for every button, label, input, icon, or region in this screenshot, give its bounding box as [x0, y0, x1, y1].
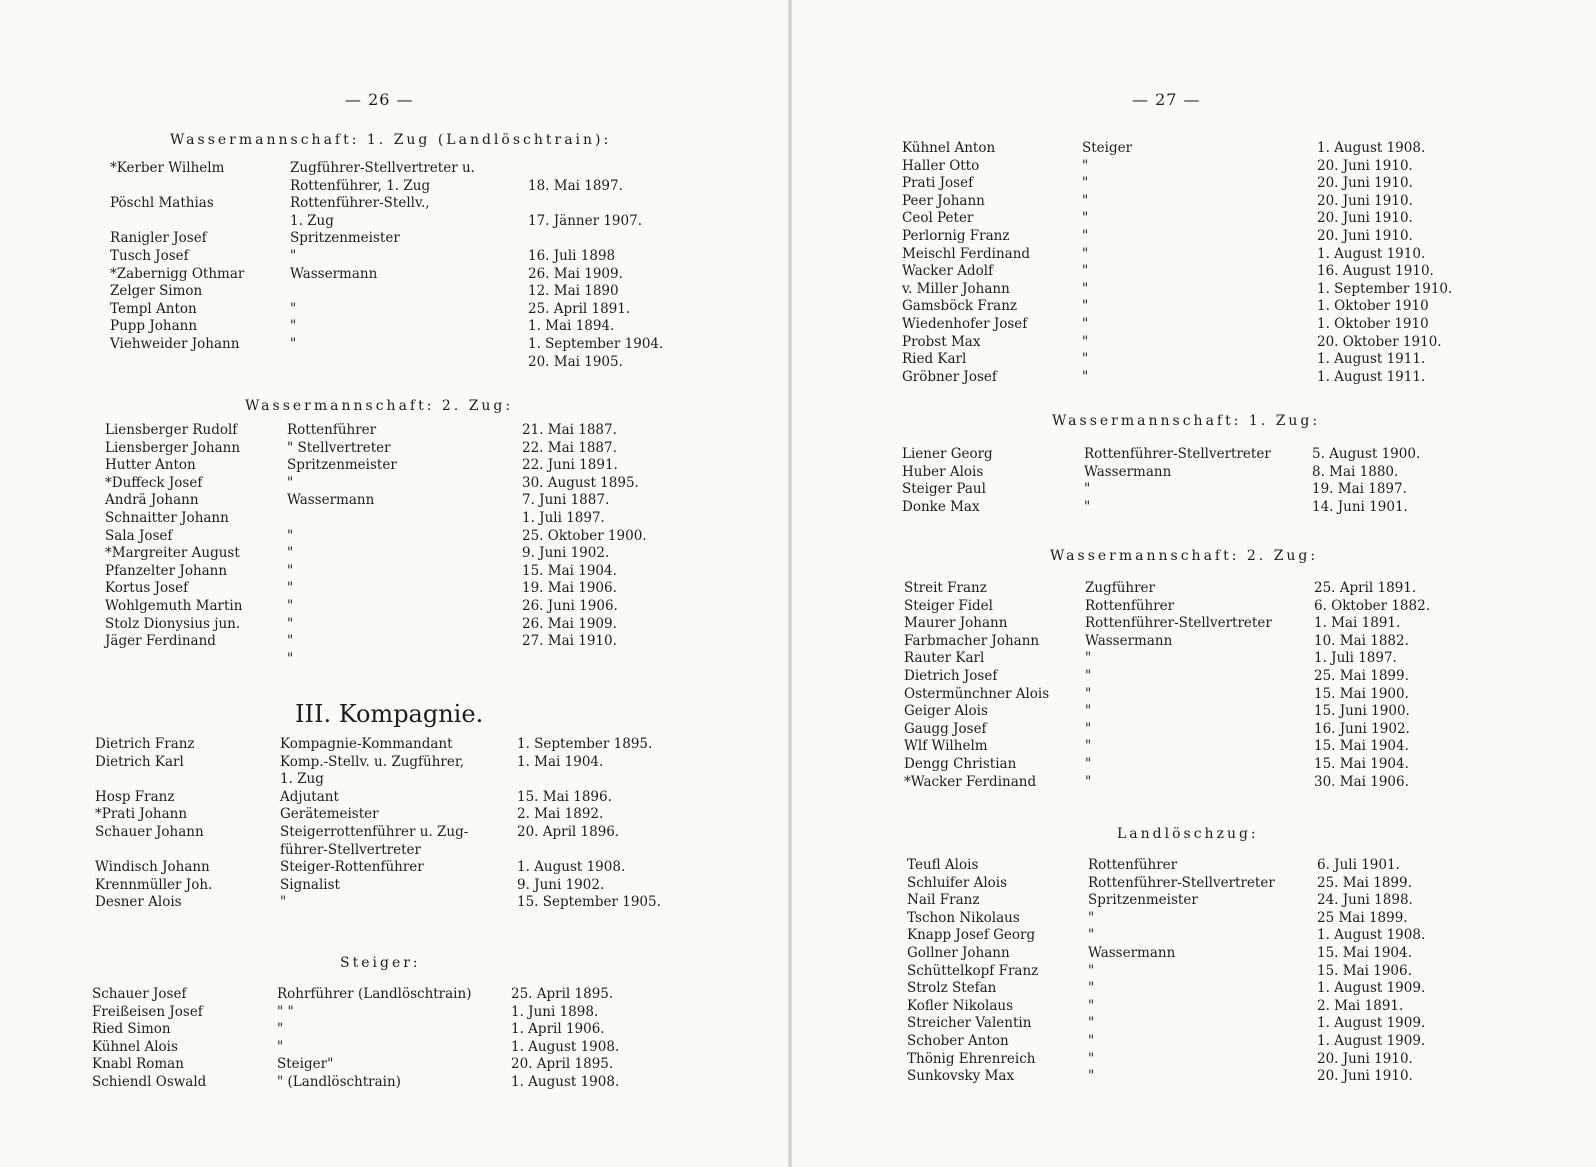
- date-column: [528, 160, 663, 371]
- entry-date: 20. Juni 1910.: [1317, 175, 1413, 192]
- entry-name: Freißeisen Josef: [92, 1003, 203, 1020]
- entry-date: 1. Mai 1904.: [517, 753, 604, 770]
- role-column: [277, 986, 471, 1092]
- entry-name: Kortus Josef: [105, 580, 189, 597]
- entry-name: [95, 771, 212, 789]
- entry-date: 27. Mai 1910.: [522, 633, 617, 650]
- entry-role: ": [287, 597, 294, 614]
- entry-date: 15. Juni 1900.: [1314, 703, 1410, 720]
- entry-name: Dietrich Franz: [95, 736, 195, 752]
- entry-role: Adjutant: [280, 788, 339, 805]
- entry-date: [517, 771, 661, 789]
- entry-date: 26. Mai 1909.: [522, 615, 617, 632]
- entry-name: Ceol Peter: [902, 210, 974, 227]
- entry-date: 20. Juni 1910.: [1317, 1068, 1413, 1085]
- entry-name: *Zabernigg Othmar: [110, 265, 245, 282]
- entry-role: ": [1082, 245, 1089, 262]
- entry-date: 1. Oktober 1910: [1317, 315, 1429, 332]
- entry-role: Rottenführer, 1. Zug: [290, 177, 431, 194]
- entry-name: Streicher Valentin: [907, 1015, 1032, 1032]
- entry-name: Hutter Anton: [105, 457, 196, 474]
- entry-date: 14. Juni 1901.: [1312, 498, 1408, 515]
- entry-role: Rottenführer: [1085, 597, 1175, 614]
- entry-name: Ostermünchner Alois: [904, 685, 1050, 702]
- entry-name: Jäger Ferdinand: [105, 633, 216, 650]
- entry-date: 15. Mai 1904.: [1314, 755, 1409, 772]
- entry-date: 21. Mai 1887.: [522, 422, 617, 438]
- entry-date: 7. Juni 1887.: [522, 492, 610, 509]
- entry-name: Kühnel Anton: [902, 140, 996, 156]
- entry-role: 1. Zug: [290, 212, 334, 229]
- entry-role: Rottenführer-Stellvertreter: [1084, 446, 1271, 462]
- entry-name: Maurer Johann: [904, 615, 1008, 632]
- entry-name: Gröbner Josef: [902, 368, 997, 385]
- entry-date: 1. August 1908.: [1317, 140, 1426, 156]
- entry-date: 20. April 1895.: [511, 1056, 614, 1073]
- entry-name: Desner Alois: [95, 894, 182, 911]
- role-column: [1085, 580, 1272, 791]
- entry-date: 15. Mai 1904.: [522, 562, 617, 579]
- entry-name: [95, 842, 212, 860]
- entry-date: 15. Mai 1906.: [1317, 962, 1412, 979]
- entry-role: Spritzenmeister: [287, 457, 397, 474]
- entry-date: 20. Juni 1910.: [1317, 192, 1413, 209]
- entry-role: Wassermann: [287, 492, 375, 509]
- entry-role: ": [1085, 773, 1092, 790]
- entry-name: Pfanzelter Johann: [105, 562, 228, 579]
- entry-date: 6. Juli 1901.: [1317, 857, 1400, 873]
- entry-date: 1. April 1906.: [511, 1021, 605, 1038]
- entry-date: 1. August 1911.: [1317, 351, 1426, 368]
- entry-name: Zelger Simon: [110, 283, 203, 300]
- entry-name: Knapp Josef Georg: [907, 927, 1036, 944]
- entry-role: ": [1088, 927, 1095, 944]
- entry-role: ": [287, 650, 294, 667]
- entry-date: 20. Mai 1905.: [528, 353, 623, 370]
- entry-name: Pöschl Mathias: [110, 195, 214, 212]
- role-column: [1082, 140, 1132, 386]
- entry-role: ": [287, 474, 294, 491]
- entry-name: Geiger Alois: [904, 703, 988, 720]
- entry-role: ": [1082, 175, 1089, 192]
- entry-role: Rohrführer (Landlöschtrain): [277, 986, 472, 1002]
- entry-date: 17. Jänner 1907.: [528, 212, 642, 229]
- entry-role: ": [280, 894, 287, 911]
- entry-role: ": [1088, 1050, 1095, 1067]
- name-column: [105, 422, 242, 651]
- entry-name: Probst Max: [902, 333, 981, 350]
- page-number: — 26 —: [345, 90, 414, 109]
- entry-date: [517, 842, 661, 860]
- entry-name: *Wacker Ferdinand: [904, 773, 1037, 790]
- name-column: [92, 986, 206, 1092]
- entry-date: 2. Mai 1891.: [1317, 997, 1404, 1014]
- date-column: [517, 736, 661, 912]
- entry-role: Rottenführer-Stellvertreter: [1085, 615, 1272, 632]
- entry-name: [110, 213, 244, 231]
- entry-date: 1. August 1908.: [1317, 927, 1426, 944]
- entry-role: Rottenführer: [287, 422, 377, 438]
- entry-date: 20. Juni 1910.: [1317, 1050, 1413, 1067]
- entry-name: Ranigler Josef: [110, 230, 207, 247]
- entry-role: ": [277, 1021, 284, 1038]
- entry-date: 1. Juni 1898.: [511, 1003, 599, 1020]
- entry-role: führer-Stellvertreter: [280, 841, 421, 858]
- name-column: [904, 580, 1049, 791]
- entry-date: 1. August 1911.: [1317, 368, 1426, 385]
- entry-role: ": [287, 633, 294, 650]
- section-heading: Wassermannschaft: 1. Zug:: [1052, 413, 1321, 429]
- entry-role: Spritzenmeister: [1088, 892, 1198, 909]
- entry-role: ": [1082, 227, 1089, 244]
- entry-role: ": [1088, 1015, 1095, 1032]
- entry-role: Zugführer: [1085, 580, 1155, 596]
- entry-name: Strolz Stefan: [907, 980, 997, 997]
- entry-role: Wassermann: [290, 265, 378, 282]
- entry-name: Thönig Ehrenreich: [907, 1050, 1036, 1067]
- entry-date: 15. Mai 1904.: [1314, 738, 1409, 755]
- entry-date: 25. Mai 1899.: [1314, 667, 1409, 684]
- entry-role: 1. Zug: [280, 771, 324, 788]
- entry-date: 25. April 1895.: [511, 986, 614, 1002]
- entry-name: *Margreiter August: [105, 545, 240, 562]
- entry-date: 6. Oktober 1882.: [1314, 597, 1430, 614]
- entry-date: 1. August 1909.: [1317, 1032, 1426, 1049]
- entry-role: ": [1085, 650, 1092, 667]
- role-column: [280, 736, 468, 912]
- entry-role: Wassermann: [1088, 944, 1176, 961]
- role-column: [287, 422, 397, 668]
- entry-name: Donke Max: [902, 498, 980, 515]
- entry-date: 1. August 1908.: [511, 1038, 620, 1055]
- entry-date: 25 Mai 1899.: [1317, 909, 1408, 926]
- section-heading: Wassermannschaft: 2. Zug:: [1050, 548, 1319, 564]
- entry-name: Windisch Johann: [95, 859, 210, 876]
- entry-role: ": [1082, 315, 1089, 332]
- entry-name: Ried Simon: [92, 1021, 171, 1038]
- role-column: [1088, 857, 1275, 1086]
- entry-role: Rottenführer-Stellv.,: [290, 195, 430, 212]
- entry-name: Huber Alois: [902, 463, 984, 480]
- section-heading: Wassermannschaft: 2. Zug:: [245, 398, 514, 414]
- entry-name: Wohlgemuth Martin: [105, 597, 243, 614]
- entry-date: [528, 230, 663, 248]
- entry-name: Stolz Dionysius jun.: [105, 615, 241, 632]
- entry-date: 25. Mai 1899.: [1317, 874, 1412, 891]
- entry-role: Steiger": [277, 1056, 334, 1073]
- entry-name: Dietrich Josef: [904, 667, 998, 684]
- entry-name: Gollner Johann: [907, 944, 1010, 961]
- entry-date: [528, 195, 663, 213]
- entry-name: Templ Anton: [110, 300, 197, 317]
- entry-name: Hosp Franz: [95, 788, 175, 805]
- entry-name: *Prati Johann: [95, 806, 188, 823]
- entry-date: 15. Mai 1904.: [1317, 944, 1412, 961]
- entry-role: ": [1088, 962, 1095, 979]
- entry-date: 20. April 1896.: [517, 823, 620, 840]
- date-column: [1312, 446, 1420, 516]
- entry-date: 1. August 1908.: [511, 1073, 620, 1090]
- entry-name: Kofler Nikolaus: [907, 997, 1014, 1014]
- entry-role: " (Landlöschtrain): [277, 1073, 401, 1090]
- entry-date: 1. Mai 1891.: [1314, 615, 1401, 632]
- entry-date: 16. Juni 1902.: [1314, 720, 1410, 737]
- entry-role: ": [1082, 263, 1089, 280]
- entry-date: 1. Mai 1894.: [528, 318, 615, 335]
- entry-role: ": [1082, 351, 1089, 368]
- entry-role: ": [290, 300, 297, 317]
- entry-date: 16. August 1910.: [1317, 263, 1434, 280]
- date-column: [522, 422, 647, 651]
- entry-name: Tusch Josef: [110, 247, 189, 264]
- entry-name: Knabl Roman: [92, 1056, 184, 1073]
- entry-role: ": [1082, 157, 1089, 174]
- entry-name: Ried Karl: [902, 351, 967, 368]
- entry-name: Liener Georg: [902, 446, 993, 462]
- entry-name: Rauter Karl: [904, 650, 985, 667]
- name-column: [95, 736, 212, 912]
- entry-name: Teufl Alois: [907, 857, 979, 873]
- entry-role: ": [1088, 1032, 1095, 1049]
- entry-role: ": [1082, 333, 1089, 350]
- entry-date: 18. Mai 1897.: [528, 177, 623, 194]
- entry-name: Pupp Johann: [110, 318, 198, 335]
- name-column: [907, 857, 1038, 1086]
- name-column: [110, 160, 244, 354]
- entry-role: ": [1088, 1068, 1095, 1085]
- entry-role: Steigerrottenführer u. Zug-: [280, 823, 469, 840]
- entry-name: *Duffeck Josef: [105, 474, 203, 491]
- entry-date: 2. Mai 1892.: [517, 806, 604, 823]
- entry-date: 20. Juni 1910.: [1317, 210, 1413, 227]
- entry-name: Andrä Johann: [105, 492, 199, 509]
- entry-date: 5. August 1900.: [1312, 446, 1421, 462]
- name-column: [902, 140, 1030, 386]
- entry-role: ": [287, 527, 294, 544]
- entry-date: 15. Mai 1900.: [1314, 685, 1409, 702]
- entry-role: ": [1085, 738, 1092, 755]
- entry-date: 10. Mai 1882.: [1314, 632, 1409, 649]
- entry-role: [287, 510, 397, 528]
- entry-date: 1. August 1909.: [1317, 980, 1426, 997]
- entry-name: Schauer Johann: [95, 823, 204, 840]
- right-page: [792, 0, 1596, 1167]
- entry-date: 1. September 1910.: [1317, 280, 1453, 297]
- entry-date: 1. September 1904.: [528, 335, 664, 352]
- entry-name: Gamsböck Franz: [902, 298, 1018, 315]
- entry-name: Schober Anton: [907, 1032, 1009, 1049]
- entry-date: 1. Juli 1897.: [522, 509, 605, 526]
- entry-role: ": [1088, 980, 1095, 997]
- entry-role: ": [287, 545, 294, 562]
- entry-name: [110, 178, 244, 196]
- entry-date: 22. Juni 1891.: [522, 457, 618, 474]
- entry-date: 26. Mai 1909.: [528, 265, 623, 282]
- entry-date: 25. April 1891.: [528, 300, 631, 317]
- entry-name: Haller Otto: [902, 157, 980, 174]
- entry-role: Kompagnie-Kommandant: [280, 736, 453, 752]
- entry-name: Wlf Wilhelm: [904, 738, 988, 755]
- entry-role: ": [287, 580, 294, 597]
- entry-name: Schnaitter Johann: [105, 509, 229, 526]
- entry-date: 26. Juni 1906.: [522, 597, 618, 614]
- entry-name: Prati Josef: [902, 175, 974, 192]
- entry-role: ": [1088, 909, 1095, 926]
- entry-date: 9. Juni 1902.: [517, 876, 605, 893]
- entry-date: 19. Mai 1906.: [522, 580, 617, 597]
- date-column: [1317, 857, 1425, 1086]
- entry-date: 16. Juli 1898: [528, 247, 616, 264]
- entry-role: ": [287, 615, 294, 632]
- entry-date: 25. Oktober 1900.: [522, 527, 647, 544]
- date-column: [511, 986, 619, 1092]
- entry-role: Steiger-Rottenführer: [280, 859, 424, 876]
- entry-name: Liensberger Rudolf: [105, 422, 238, 438]
- entry-date: 1. September 1895.: [517, 736, 653, 752]
- page-number: — 27 —: [1132, 90, 1201, 109]
- entry-role: ": [1082, 210, 1089, 227]
- entry-name: *Kerber Wilhelm: [110, 160, 225, 176]
- entry-name: Schauer Josef: [92, 986, 187, 1002]
- entry-role: " ": [277, 1003, 294, 1020]
- entry-date: 1. Oktober 1910: [1317, 298, 1429, 315]
- role-column: [290, 160, 475, 354]
- entry-name: Tschon Nikolaus: [907, 909, 1020, 926]
- entry-role: ": [277, 1038, 284, 1055]
- section-heading: III. Kompagnie.: [295, 700, 484, 728]
- entry-date: 15. Mai 1896.: [517, 788, 612, 805]
- entry-role: Wassermann: [1084, 463, 1172, 480]
- entry-role: [290, 283, 475, 301]
- entry-name: Schüttelkopf Franz: [907, 962, 1039, 979]
- entry-name: Steiger Fidel: [904, 597, 993, 614]
- entry-role: ": [1082, 192, 1089, 209]
- entry-name: Peer Johann: [902, 192, 985, 209]
- entry-date: 20. Juni 1910.: [1317, 227, 1413, 244]
- entry-name: Dietrich Karl: [95, 753, 184, 770]
- entry-role: Spritzenmeister: [290, 230, 400, 247]
- section-heading: Steiger:: [340, 955, 421, 971]
- entry-role: ": [1082, 280, 1089, 297]
- entry-name: Krennmüller Joh.: [95, 876, 213, 893]
- entry-role: ": [1085, 685, 1092, 702]
- entry-role: ": [1085, 755, 1092, 772]
- entry-name: Kühnel Alois: [92, 1038, 178, 1055]
- entry-role: ": [290, 318, 297, 335]
- entry-name: Gaugg Josef: [904, 720, 987, 737]
- entry-role: Komp.-Stellv. u. Zugführer,: [280, 753, 465, 770]
- entry-name: Schiendl Oswald: [92, 1073, 207, 1090]
- entry-role: ": [1082, 298, 1089, 315]
- entry-role: ": [290, 247, 297, 264]
- entry-date: 25. April 1891.: [1314, 580, 1417, 596]
- entry-date: 19. Mai 1897.: [1312, 481, 1407, 498]
- entry-date: 1. Juli 1897.: [1314, 650, 1397, 667]
- entry-name: Wacker Adolf: [902, 263, 994, 280]
- entry-name: Farbmacher Johann: [904, 632, 1040, 649]
- entry-role: ": [290, 335, 297, 352]
- entry-role: Gerätemeister: [280, 806, 379, 823]
- entry-name: Sunkovsky Max: [907, 1068, 1015, 1085]
- entry-date: 9. Juni 1902.: [522, 545, 610, 562]
- entry-name: Streit Franz: [904, 580, 987, 596]
- section-heading: Landlöschzug:: [1117, 826, 1259, 842]
- entry-date: 1. August 1910.: [1317, 245, 1426, 262]
- entry-date: 22. Mai 1887.: [522, 439, 617, 456]
- entry-date: 30. August 1895.: [522, 474, 639, 491]
- entry-name: Schluifer Alois: [907, 874, 1008, 891]
- entry-role: Zugführer-Stellvertreter u.: [290, 160, 475, 176]
- entry-name: Nail Franz: [907, 892, 980, 909]
- entry-date: 20. Oktober 1910.: [1317, 333, 1442, 350]
- entry-role: ": [1084, 498, 1091, 515]
- entry-date: 8. Mai 1880.: [1312, 463, 1399, 480]
- entry-name: Wiedenhofer Josef: [902, 315, 1028, 332]
- entry-role: " Stellvertreter: [287, 439, 391, 456]
- entry-role: ": [1088, 997, 1095, 1014]
- entry-role: Steiger: [1082, 140, 1133, 156]
- entry-date: 20. Juni 1910.: [1317, 157, 1413, 174]
- entry-date: 1. August 1908.: [517, 859, 626, 876]
- entry-name: Meischl Ferdinand: [902, 245, 1031, 262]
- entry-date: 12. Mai 1890: [528, 283, 619, 300]
- role-column: [1084, 446, 1271, 516]
- entry-date: 24. Juni 1898.: [1317, 892, 1413, 909]
- name-column: [902, 446, 993, 516]
- entry-role: Wassermann: [1085, 632, 1173, 649]
- entry-role: Rottenführer: [1088, 857, 1178, 873]
- section-heading: Wassermannschaft: 1. Zug (Landlöschtrain):: [170, 132, 612, 148]
- entry-name: Sala Josef: [105, 527, 173, 544]
- entry-role: Rottenführer-Stellvertreter: [1088, 874, 1275, 891]
- entry-name: v. Miller Johann: [902, 280, 1010, 297]
- entry-role: ": [1082, 368, 1089, 385]
- entry-role: Signalist: [280, 876, 340, 893]
- entry-name: Steiger Paul: [902, 481, 986, 498]
- entry-role: ": [1085, 720, 1092, 737]
- entry-date: 1. August 1909.: [1317, 1015, 1426, 1032]
- entry-name: Viehweider Johann: [110, 335, 240, 352]
- entry-date: 15. September 1905.: [517, 894, 661, 911]
- entry-name: Dengg Christian: [904, 755, 1017, 772]
- date-column: [1314, 580, 1430, 791]
- entry-name: Perlornig Franz: [902, 227, 1010, 244]
- entry-role: ": [287, 562, 294, 579]
- entry-name: Liensberger Johann: [105, 439, 241, 456]
- left-page: [0, 0, 790, 1167]
- entry-date: 30. Mai 1906.: [1314, 773, 1409, 790]
- entry-role: ": [1084, 481, 1091, 498]
- entry-role: ": [1085, 667, 1092, 684]
- date-column: [1317, 140, 1452, 386]
- entry-date: [528, 160, 663, 178]
- entry-role: ": [1085, 703, 1092, 720]
